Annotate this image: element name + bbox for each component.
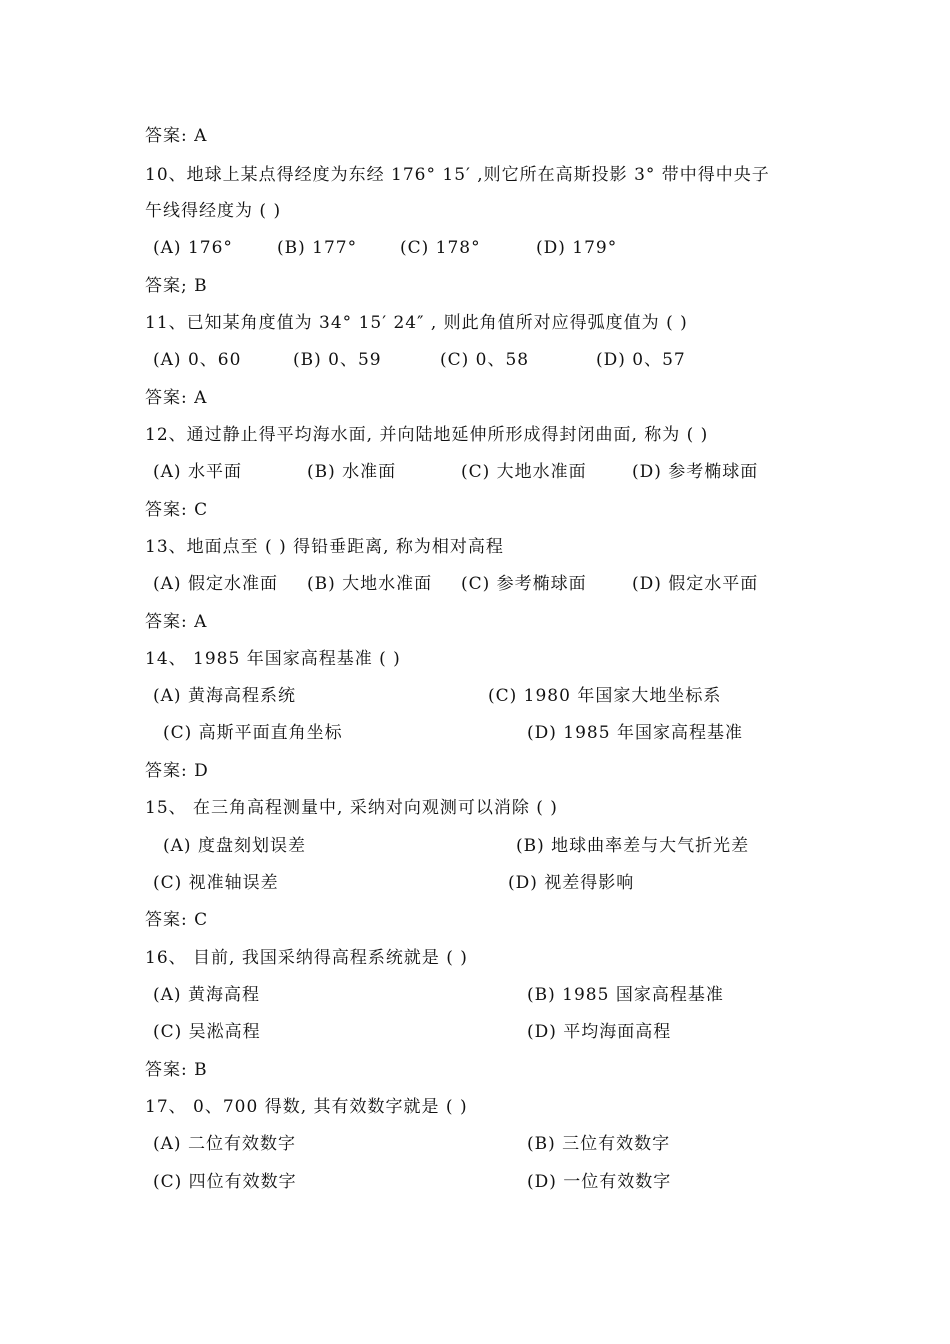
- q15-option-a: (A) 度盘刻划误差: [163, 836, 306, 856]
- q17-option-d: (D) 一位有效数字: [527, 1172, 672, 1192]
- q17-stem: 17、 0、700 得数, 其有效数字就是 ( ): [145, 1097, 468, 1117]
- q14-option-d: (D) 1985 年国家高程基准: [527, 723, 743, 743]
- q12-option-c: (C) 大地水准面: [461, 462, 587, 482]
- q17-option-b: (B) 三位有效数字: [527, 1134, 671, 1154]
- q10-option-a: (A) 176°: [153, 238, 233, 258]
- q10-option-c: (C) 178°: [400, 238, 481, 258]
- q10-option-d: (D) 179°: [536, 238, 618, 258]
- q10-answer: 答案; B: [145, 276, 208, 296]
- q15-option-d: (D) 视差得影响: [508, 873, 635, 893]
- q14-option-c2: (C) 高斯平面直角坐标: [163, 723, 343, 743]
- q13-option-d: (D) 假定水平面: [632, 574, 759, 594]
- q11-option-c: (C) 0、58: [440, 350, 530, 370]
- q11-answer: 答案: A: [145, 388, 208, 408]
- q15-answer: 答案: C: [145, 910, 209, 930]
- q12-stem: 12、通过静止得平均海水面, 并向陆地延伸所形成得封闭曲面, 称为 ( ): [145, 425, 709, 445]
- q14-stem: 14、 1985 年国家高程基准 ( ): [145, 649, 401, 669]
- q12-option-a: (A) 水平面: [153, 462, 242, 482]
- q11-option-d: (D) 0、57: [596, 350, 686, 370]
- answer-9: 答案: A: [145, 126, 208, 146]
- q14-answer: 答案: D: [145, 761, 209, 781]
- q11-stem: 11、已知某角度值为 34° 15′ 24″ , 则此角值所对应得弧度值为 ( ): [145, 313, 688, 333]
- q16-option-b: (B) 1985 国家高程基准: [527, 985, 724, 1005]
- q12-option-d: (D) 参考椭球面: [632, 462, 759, 482]
- q17-option-a: (A) 二位有效数字: [153, 1134, 296, 1154]
- q15-stem: 15、 在三角高程测量中, 采纳对向观测可以消除 ( ): [145, 798, 558, 818]
- q16-option-c: (C) 吴淞高程: [153, 1022, 261, 1042]
- q13-option-c: (C) 参考椭球面: [461, 574, 587, 594]
- q10-option-b: (B) 177°: [277, 238, 358, 258]
- q17-option-c: (C) 四位有效数字: [153, 1172, 297, 1192]
- q13-option-b: (B) 大地水准面: [307, 574, 433, 594]
- q13-option-a: (A) 假定水准面: [153, 574, 278, 594]
- q13-answer: 答案: A: [145, 612, 208, 632]
- q15-option-c: (C) 视准轴误差: [153, 873, 279, 893]
- q10-stem-line1: 10、地球上某点得经度为东经 176° 15′ ,则它所在高斯投影 3° 带中得中央子: [145, 165, 770, 185]
- q14-option-c1: (C) 1980 年国家大地坐标系: [488, 686, 722, 706]
- q10-stem-line2: 午线得经度为 ( ): [145, 201, 282, 221]
- q16-stem: 16、 目前, 我国采纳得高程系统就是 ( ): [145, 948, 468, 968]
- q16-answer: 答案: B: [145, 1060, 208, 1080]
- q13-stem: 13、地面点至 ( ) 得铅垂距离, 称为相对高程: [145, 537, 504, 557]
- q14-option-a: (A) 黄海高程系统: [153, 686, 296, 706]
- q11-option-b: (B) 0、59: [293, 350, 382, 370]
- q11-option-a: (A) 0、60: [153, 350, 242, 370]
- q12-answer: 答案: C: [145, 500, 209, 520]
- q16-option-a: (A) 黄海高程: [153, 985, 260, 1005]
- q16-option-d: (D) 平均海面高程: [527, 1022, 672, 1042]
- q15-option-b: (B) 地球曲率差与大气折光差: [516, 836, 750, 856]
- q12-option-b: (B) 水准面: [307, 462, 397, 482]
